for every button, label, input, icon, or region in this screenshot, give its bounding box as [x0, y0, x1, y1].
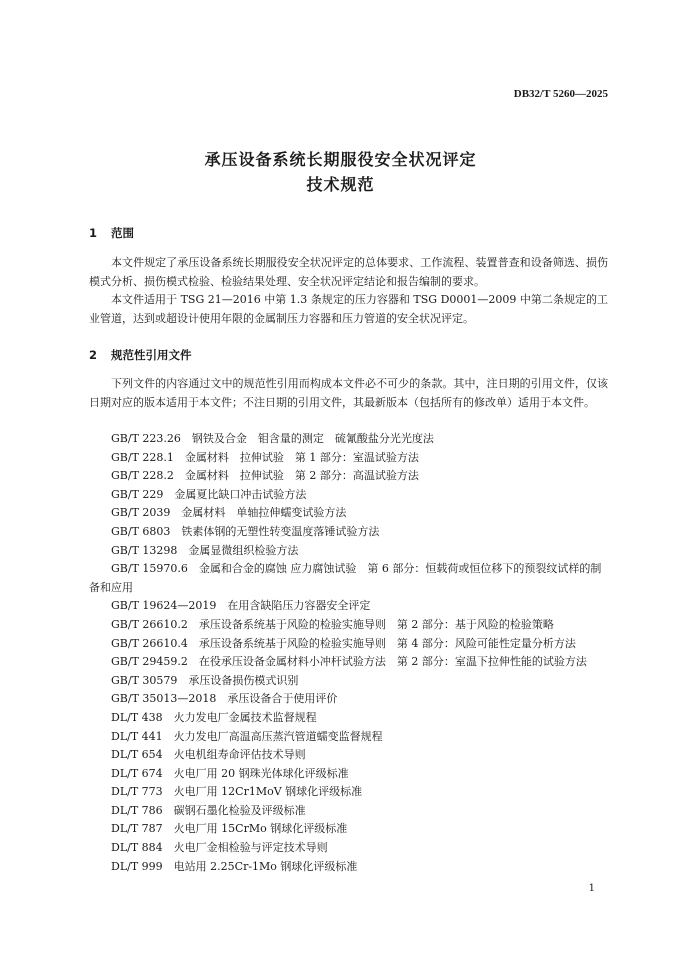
reference-item: DL/T 999 电站用 2.25Cr-1Mo 钢球化评级标准 [111, 859, 358, 873]
reference-item: GB/T 35013—2018 承压设备合于使用评价 [111, 692, 338, 706]
reference-item: DL/T 674 火电厂用 20 钢珠光体球化评级标准 [111, 766, 349, 780]
reference-item: GB/T 19624—2019 在用含缺陷压力容器安全评定 [111, 599, 371, 613]
reference-item: GB/T 29459.2 在役承压设备金属材料小冲杆试验方法 第 2 部分：室温下拉伸性能的试验方法 [111, 655, 587, 669]
section-number: 2 [89, 348, 98, 362]
reference-item: GB/T 30579 承压设备损伤模式识别 [111, 673, 299, 687]
reference-list [89, 430, 608, 876]
reference-item: GB/T 228.2 金属材料 拉伸试验 第 2 部分：高温试验方法 [111, 469, 419, 483]
section-1-heading [89, 225, 134, 241]
reference-item: DL/T 654 火电机组寿命评估技术导则 [111, 748, 306, 762]
reference-item: DL/T 786 碳钢石墨化检验及评级标准 [111, 803, 306, 817]
reference-item: GB/T 229 金属夏比缺口冲击试验方法 [111, 487, 307, 501]
section-number: 1 [89, 226, 98, 240]
reference-item: DL/T 884 火电厂金相检验与评定技术导则 [111, 841, 328, 855]
reference-item: DL/T 441 火力发电厂高温高压蒸汽管道蠕变监督规程 [111, 729, 383, 743]
reference-item: GB/T 223.26 钢铁及合金 钼含量的测定 硫氰酸盐分光光度法 [111, 432, 434, 445]
reference-item: GB/T 13298 金属显微组织检验方法 [111, 543, 299, 557]
section-title: 规范性引用文件 [111, 348, 192, 362]
document-title-line2: 技术规范 [306, 175, 375, 194]
reference-item: GB/T 6803 铁素体钢的无塑性转变温度落锤试验方法 [111, 524, 380, 538]
reference-item: GB/T 15970.6 金属和合金的腐蚀 应力腐蚀试验 第 6 部分：恒载荷或恒位移下的预裂纹试样的制备和应用 [89, 562, 602, 594]
page-number: 1 [588, 883, 595, 894]
reference-item: GB/T 26610.2 承压设备系统基于风险的检验实施导则 第 2 部分：基于风险的检验策略 [111, 617, 554, 631]
section-title: 范围 [111, 226, 134, 240]
reference-item: DL/T 773 火电厂用 12Cr1MoV 钢球化评级标准 [111, 785, 363, 799]
document-title-line1: 承压设备系统长期服役安全状况评定 [204, 150, 477, 169]
references-intro: 下列文件的内容通过文中的规范性引用而构成本文件必不可少的条款。其中，注日期的引用文件，仅该日期对应的版本适用于本文件；不注日期的引用文件，其最新版本（包括所有的修改单）适用于本文件。 [89, 377, 608, 409]
scope-paragraph-1: 本文件规定了承压设备系统长期服役安全状况评定的总体要求、工作流程、装置普查和设备筛选、损伤模式分析、损伤模式检验、检验结果处理、安全状况评定结论和报告编制的要求。 [89, 256, 608, 288]
reference-item: DL/T 787 火电厂用 15CrMo 钢球化评级标准 [111, 822, 348, 836]
reference-item: DL/T 438 火力发电厂金属技术监督规程 [111, 710, 317, 724]
reference-item: GB/T 2039 金属材料 单轴拉伸蠕变试验方法 [111, 506, 347, 520]
reference-item: GB/T 26610.4 承压设备系统基于风险的检验实施导则 第 4 部分：风险可能性定量分析方法 [111, 636, 576, 650]
section-2-heading [89, 347, 192, 363]
scope-paragraph-2: 本文件适用于 TSG 21—2016 中第 1.3 条规定的压力容器和 TSG D0001—2009 中第二条规定的工业管道，达到或超设计使用年限的金属制压力容器和压力管道的安全状况评定。 [89, 293, 608, 325]
reference-item: GB/T 228.1 金属材料 拉伸试验 第 1 部分：室温试验方法 [111, 450, 419, 464]
document-code: DB32/T 5260—2025 [513, 88, 608, 100]
